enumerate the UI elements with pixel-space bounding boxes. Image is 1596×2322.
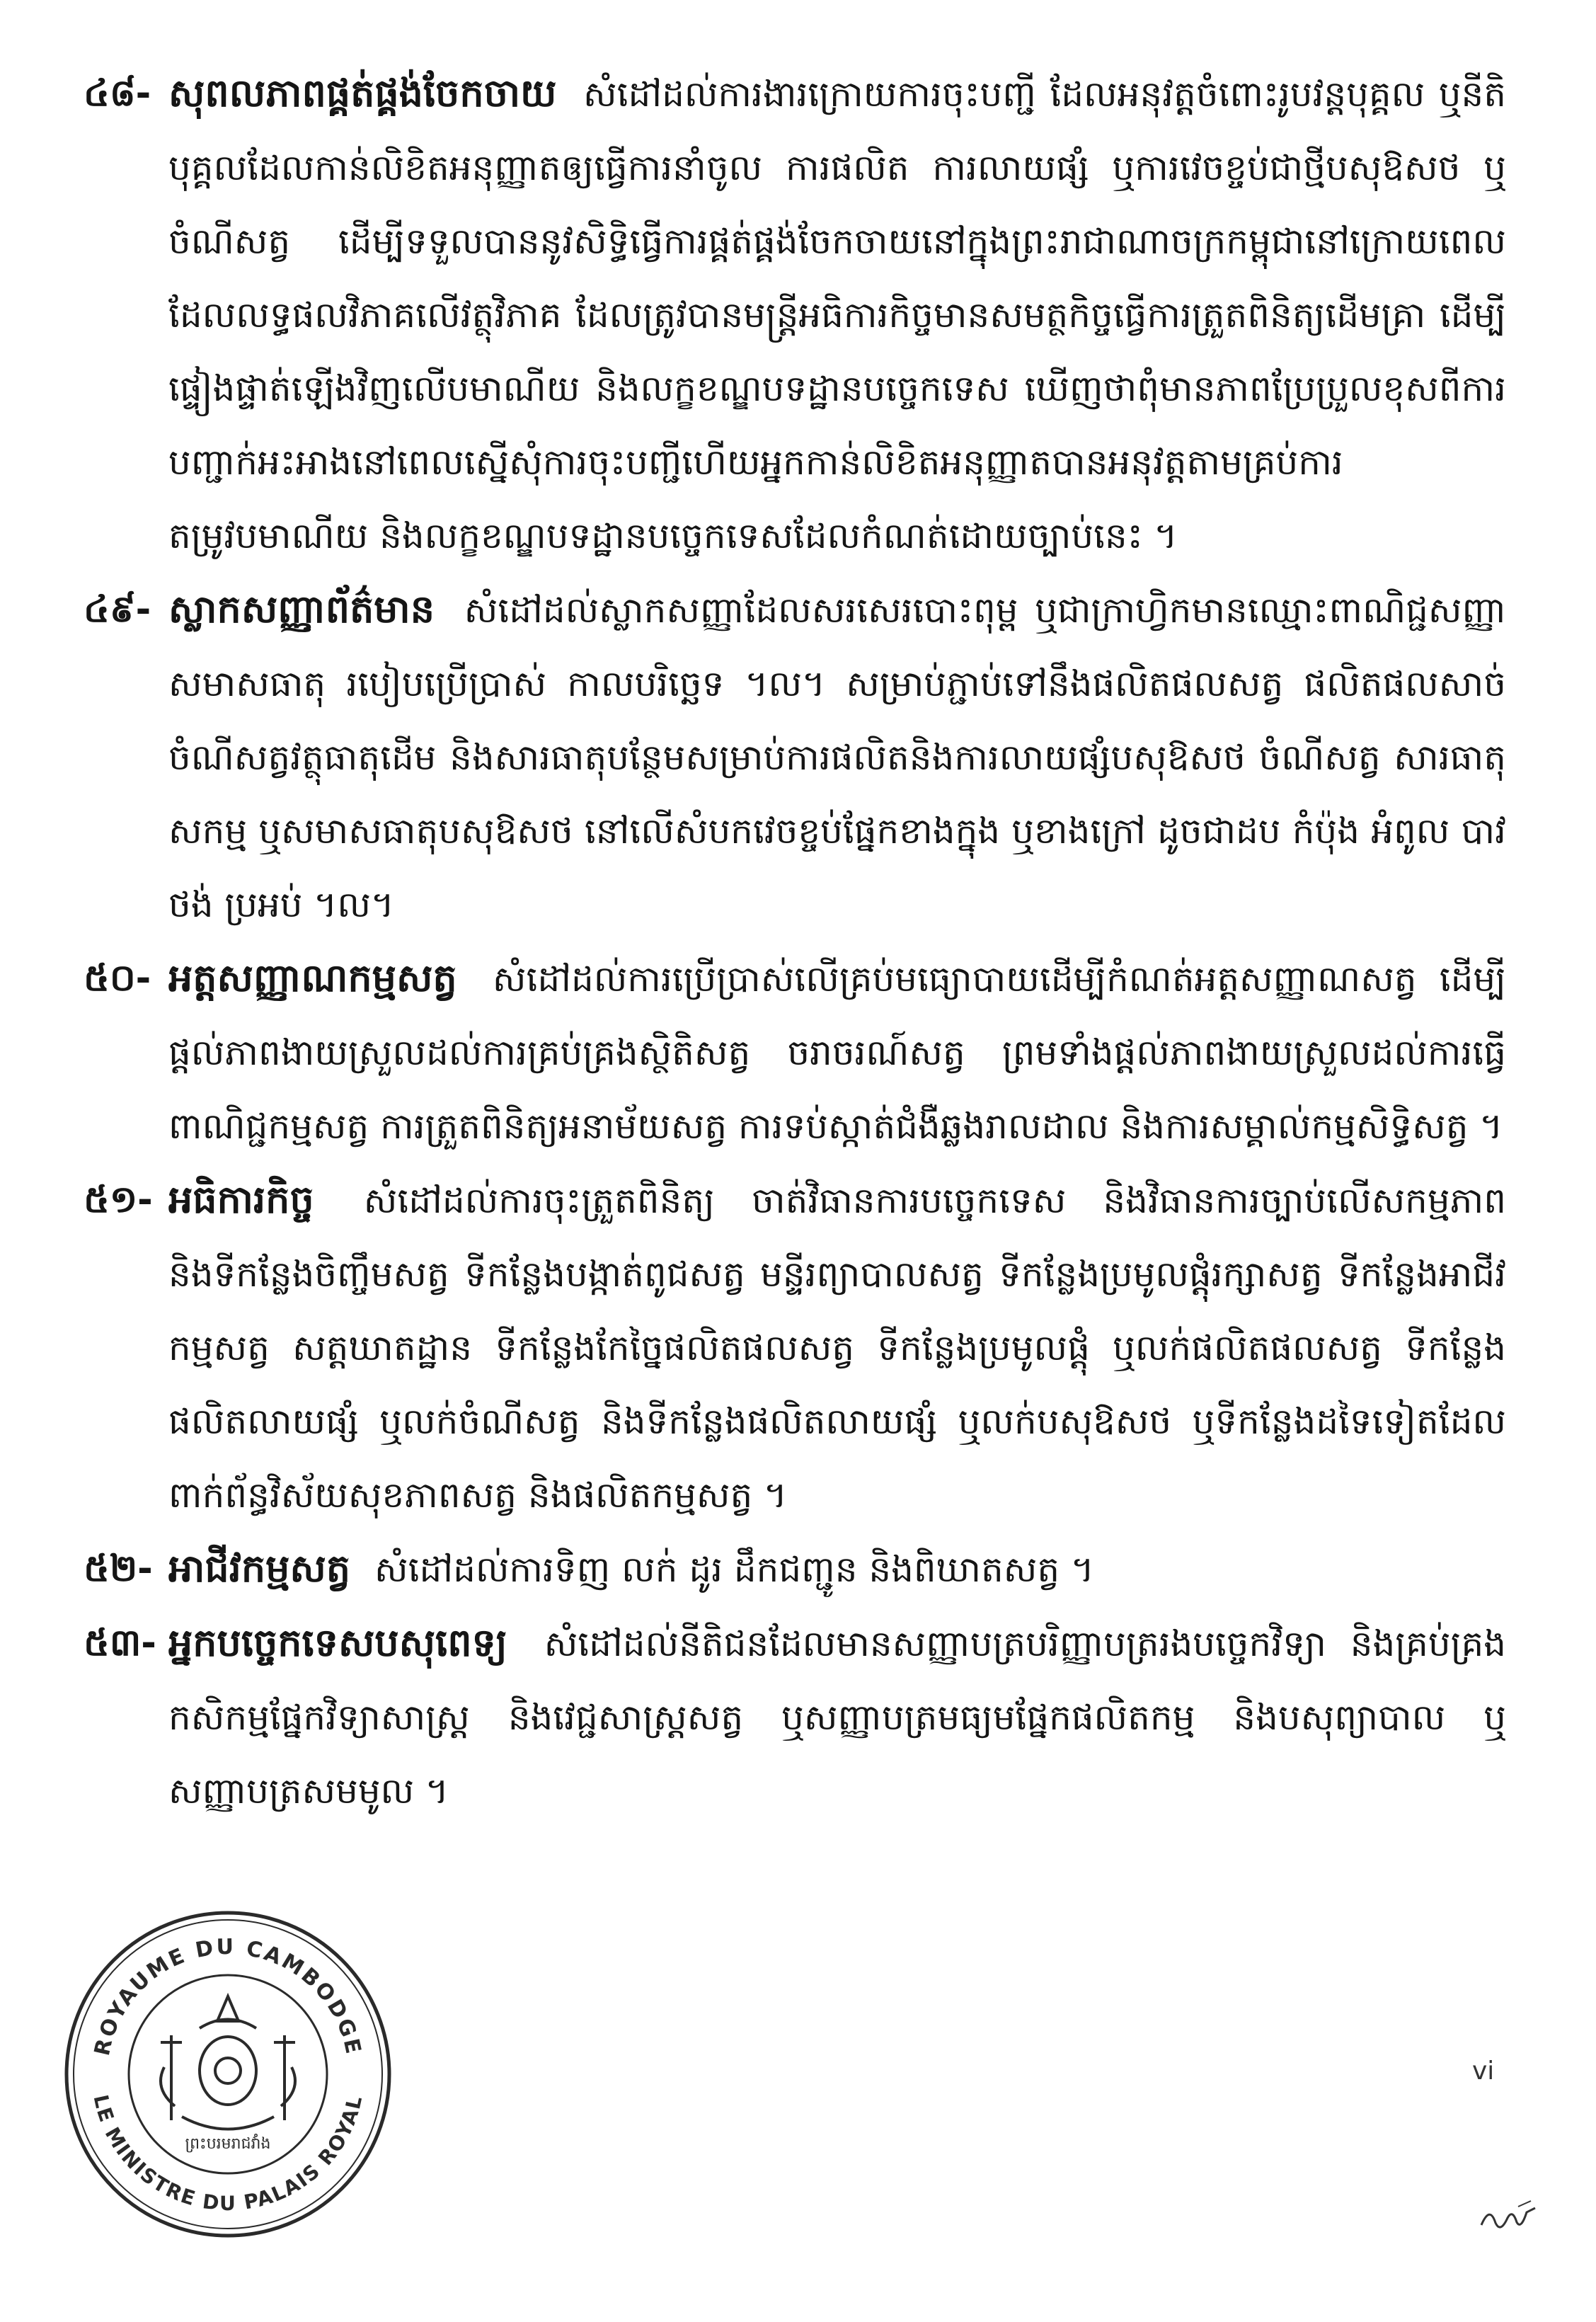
- entry-definition: សំដៅដល់ស្លាកសញ្ញាដែលសរសេរបោះពុម្ព ឬជាក្រាហ្វិកមានឈ្មោះពាណិជ្ជសញ្ញា សមាសធាតុ របៀបប្រើប្រាស់ កាលបរិច្ឆេទ ។ល។ សម្រាប់ភ្ជាប់ទៅនឹងផលិតផលសត្វ ផលិតផលសាច់ចំណីសត្វវត្ថុធាតុដើម និងសារធាតុបន្ថែមសម្រាប់ការផលិតនិងការលាយផ្សំបសុឱសថ ចំណីសត្វ សារធាតុសកម្ម ឬសមាសធាតុបសុឱសថ នៅលើសំបកវេចខ្ចប់ផ្នែកខាងក្នុង ឬខាងក្រៅ ដូចជាដប កំប៉ុង អំពូល បាវ ថង់ ប្រអប់ ។ល។: [168, 590, 1506, 925]
- entry-number: ៥១-: [84, 1179, 153, 1221]
- definition-entry-52: [84, 1532, 1506, 1606]
- signature-mark: [1476, 2191, 1543, 2241]
- definition-entry-48: [84, 57, 1506, 573]
- definition-entry-53: [84, 1606, 1506, 1828]
- entry-number: ៥៣-: [84, 1622, 156, 1664]
- entry-term: ស្លាកសញ្ញាព័ត៌មាន: [168, 587, 435, 631]
- seal-bottom-text: LE MINISTRE DU PALAIS ROYAL: [88, 2093, 367, 2216]
- signature-icon: [1476, 2191, 1543, 2241]
- definition-entry-51: [84, 1163, 1506, 1532]
- entry-definition: សំដៅដល់នីតិជនដែលមានសញ្ញាបត្របរិញ្ញាបត្ររងបច្ចេកវិទ្យា និងគ្រប់គ្រងកសិកម្មផ្នែកវិទ្យាសាស្ត្រ និងវេជ្ជសាស្ត្រសត្វ ឬសញ្ញាបត្រមធ្យមផ្នែកផលិតកម្ម និងបសុព្យាបាល ឬសញ្ញាបត្រសមមូល ។: [168, 1623, 1506, 1812]
- entry-term: អធិការកិច្ច: [168, 1177, 314, 1222]
- entry-term: អត្តសញ្ញាណកម្មសត្វ: [168, 956, 457, 1000]
- seal-khmer-text: ព្រះបរមរាជវាំង: [185, 2135, 271, 2153]
- entry-number: ៥២-: [84, 1548, 153, 1590]
- entry-definition: សំដៅដល់ការងារក្រោយការចុះបញ្ជី ដែលអនុវត្តចំពោះរូបវន្តបុគ្គល ឬនីតិបុគ្គលដែលកាន់លិខិតអនុញ្ញាតឲ្យធ្វើការនាំចូល ការផលិត ការលាយផ្សំ ឬការវេចខ្ចប់ជាថ្មីបសុឱសថ ឬចំណីសត្វ ដើម្បីទទួលបាននូវសិទ្ធិធ្វើការផ្គត់ផ្គង់ចែកចាយនៅក្នុងព្រះរាជាណាចក្រកម្ពុជានៅក្រោយពេលដែលលទ្ធផលវិភាគលើវត្ថុវិភាគ ដែលត្រូវបានមន្ត្រីអធិការកិច្ចមានសមត្ថកិច្ចធ្វើការត្រួតពិនិត្យដើមគ្រា ដើម្បីផ្ទៀងផ្ទាត់ឡើងវិញលើបមាណីយ និងលក្ខខណ្ឌបទដ្ឋានបច្ចេកទេស ឃើញថាពុំមានភាពប្រែប្រួលខុសពីការបញ្ជាក់អះអាងនៅពេលស្នើសុំការចុះបញ្ជីហើយអ្នកកាន់លិខិតអនុញ្ញាតបានអនុវត្តតាមគ្រប់ការតម្រូវបមាណីយ និងលក្ខខណ្ឌបទដ្ឋានបច្ចេកទេសដែលកំណត់ដោយច្បាប់នេះ ។: [168, 74, 1506, 556]
- entry-number: ៤៩-: [84, 588, 151, 631]
- royal-emblem-icon: [161, 1996, 295, 2129]
- seal-top-text: ROYAUME DU CAMBODGE: [89, 1934, 366, 2058]
- royal-seal-stamp: [58, 1904, 398, 2244]
- definition-entry-49: [84, 573, 1506, 942]
- svg-text:LE MINISTRE DU PALAIS ROYAL: [89, 2093, 367, 2215]
- page-number: vi: [1472, 2057, 1495, 2086]
- seal-icon: [58, 1904, 398, 2244]
- entry-number: ៥០-: [84, 957, 151, 1000]
- entry-term: សុពលភាពផ្គត់ផ្គង់ចែកចាយ: [168, 71, 557, 115]
- entry-definition: សំដៅដល់ការចុះត្រួតពិនិត្យ ចាត់វិធានការបច្ចេកទេស និងវិធានការច្បាប់លើសកម្មភាព និងទីកន្លែងចិញ្ចឹមសត្វ ទីកន្លែងបង្កាត់ពូជសត្វ មន្ទីរព្យាបាលសត្វ ទីកន្លែងប្រមូលផ្តុំរក្សាសត្វ ទីកន្លែងអាជីវកម្មសត្វ សត្តឃាតដ្ឋាន ទីកន្លែងកែច្នៃផលិតផលសត្វ ទីកន្លែងប្រមូលផ្តុំ ឬលក់ផលិតផលសត្វ ទីកន្លែងផលិតលាយផ្សំ ឬលក់ចំណីសត្វ និងទីកន្លែងផលិតលាយផ្សំ ឬលក់បសុឱសថ ឬទីកន្លែងដទៃទៀតដែលពាក់ព័ន្ធវិស័យសុខភាពសត្វ និងផលិតកម្មសត្វ ។: [168, 1180, 1506, 1516]
- definition-entry-50: [84, 942, 1506, 1163]
- entry-number: ៤៨-: [84, 72, 151, 115]
- definitions-list: [84, 57, 1506, 1828]
- entry-term: អាជីវកម្មសត្វ: [168, 1546, 351, 1591]
- entry-term: អ្នកបច្ចេកទេសបសុពេទ្យ: [168, 1620, 507, 1665]
- entry-definition: សំដៅដល់ការទិញ លក់ ដូរ ដឹកជញ្ជូន និងពិឃាតសត្វ ។: [374, 1549, 1094, 1590]
- entry-definition: សំដៅដល់ការប្រើប្រាស់លើគ្រប់មធ្យោបាយដើម្បីកំណត់អត្តសញ្ញាណសត្វ ដើម្បីផ្តល់ភាពងាយស្រួលដល់ការគ្រប់គ្រងស្ថិតិសត្វ ចរាចរណ៍សត្វ ព្រមទាំងផ្តល់ភាពងាយស្រួលដល់ការធ្វើពាណិជ្ជកម្មសត្វ ការត្រួតពិនិត្យអនាម័យសត្វ ការទប់ស្កាត់ជំងឺឆ្លងរាលដាល និងការសម្គាល់កម្មសិទ្ធិសត្វ ។: [168, 959, 1506, 1147]
